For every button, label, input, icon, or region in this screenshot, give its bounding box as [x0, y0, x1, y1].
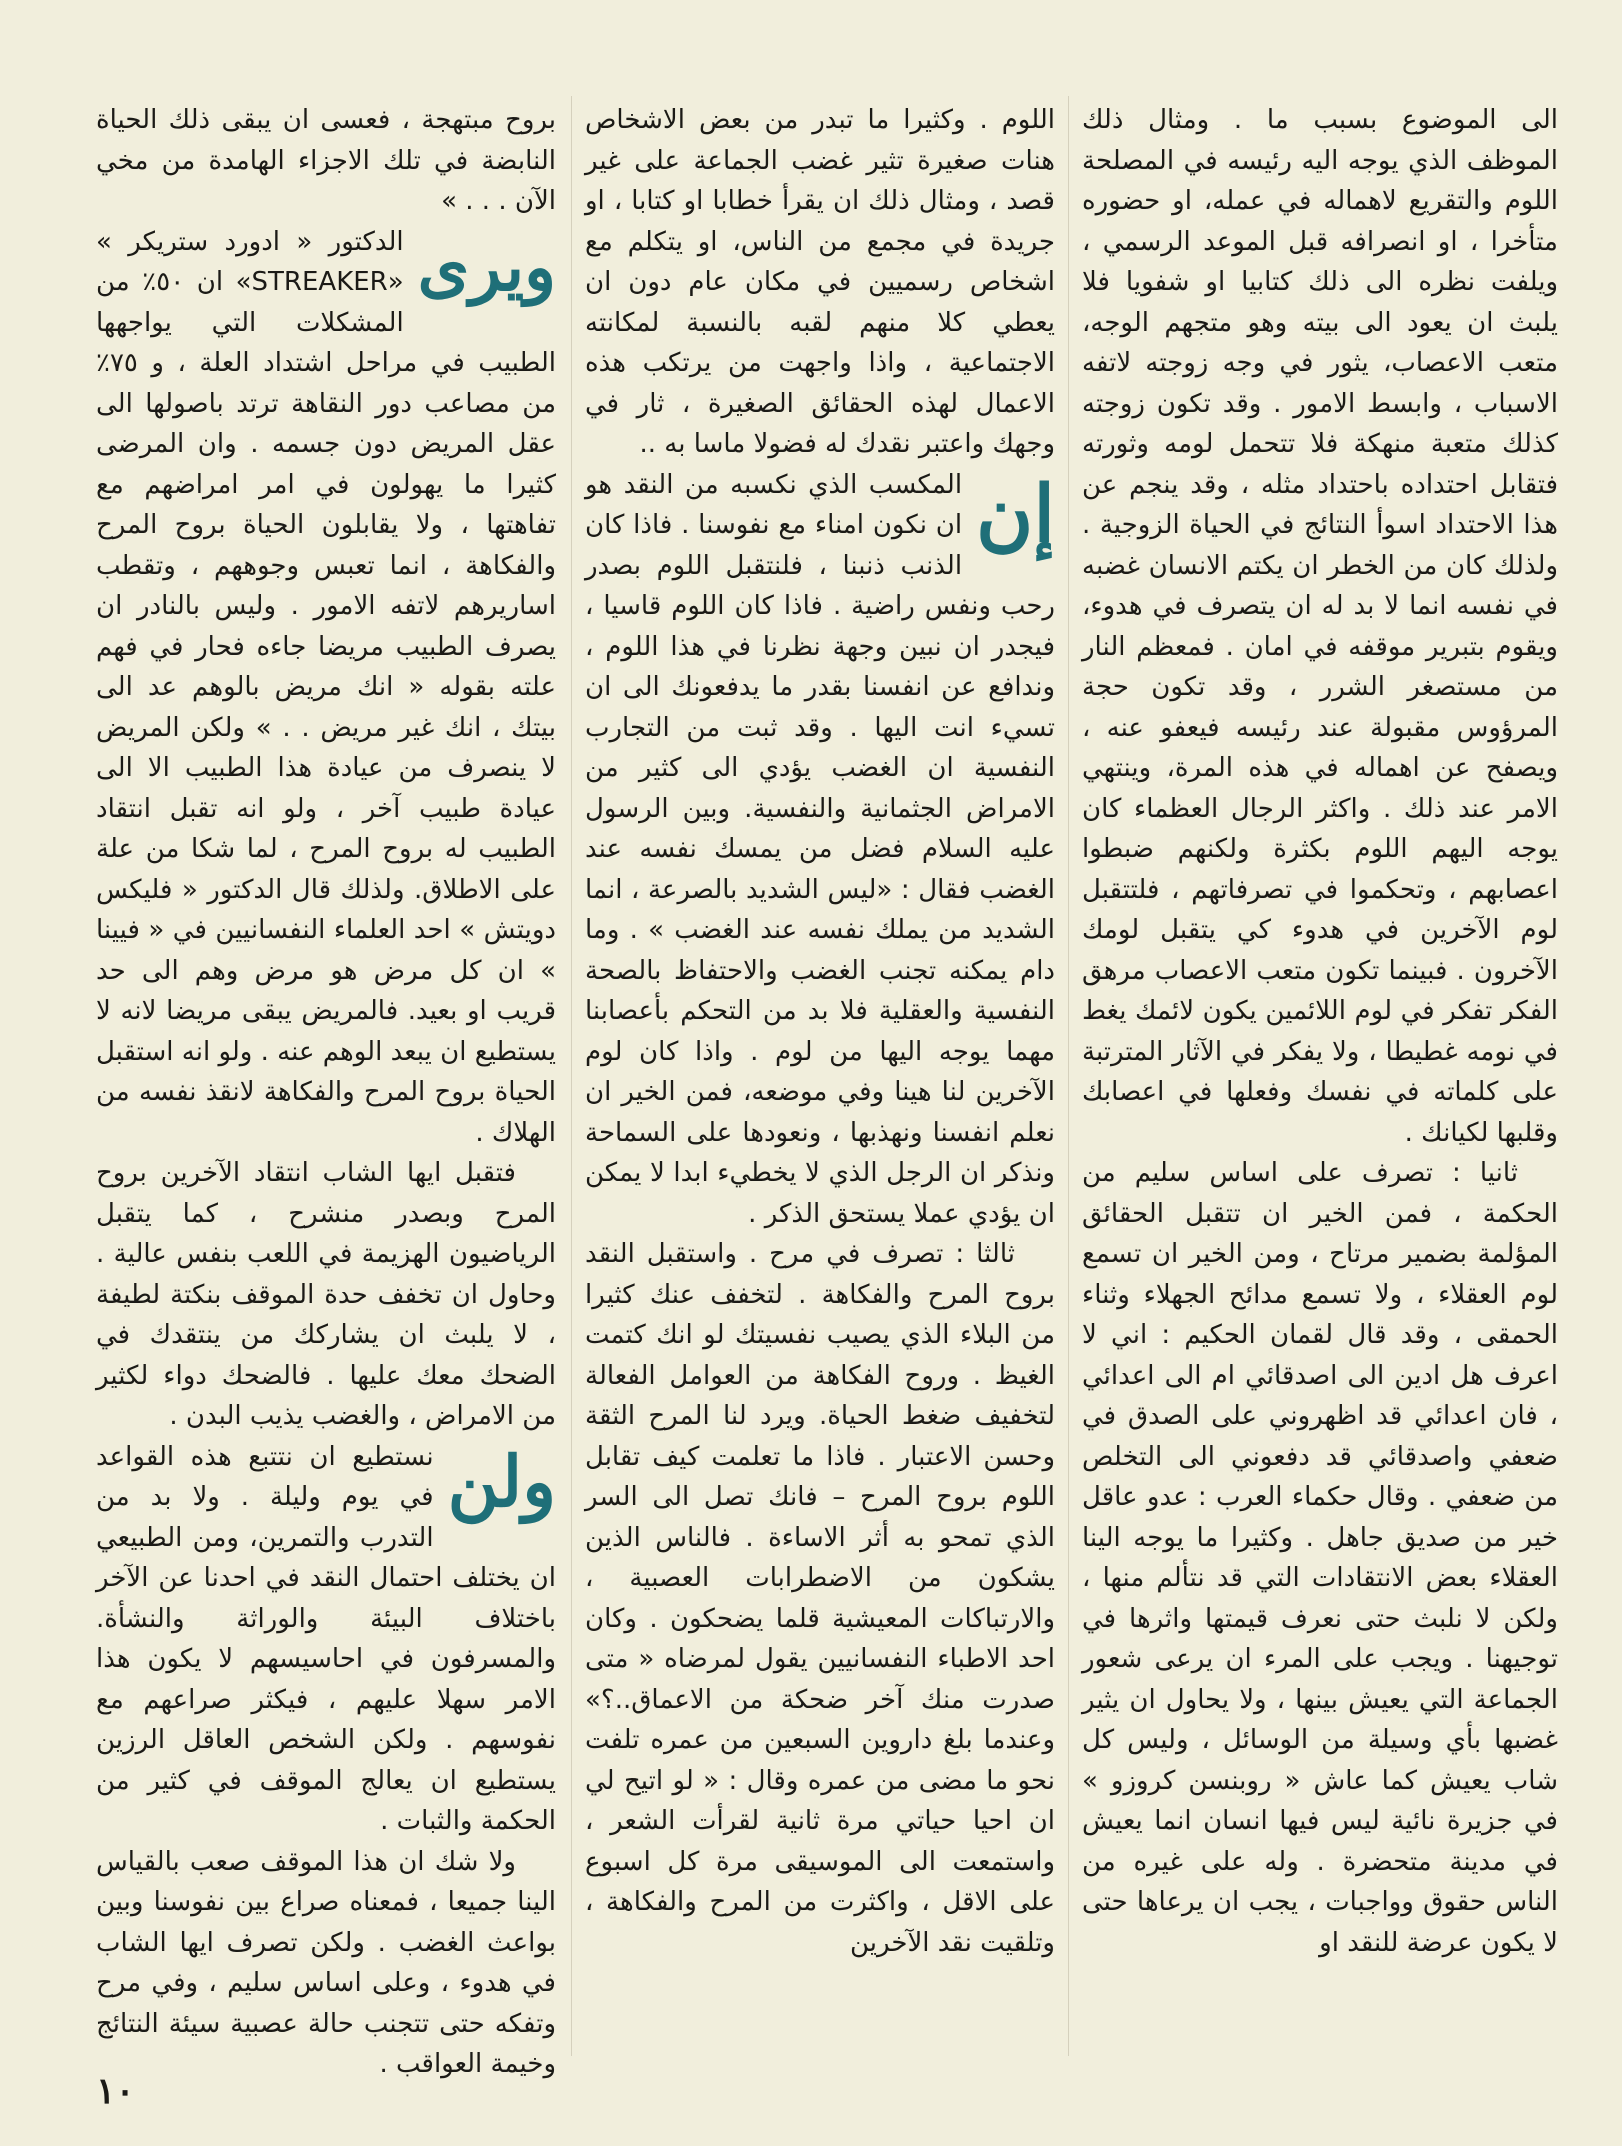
drop-cap-paragraph-text: الدكتور « ادورد ستريكر » «STREAKER» ان ٥٠٪ من المشكلات التي يواجهها الطبيب في مراحل اشتداد العلة ، و ٧٥٪ من مصاعب دور النقاهة ترتد باصولها الى عقل المريض دون جسمه . وان المرضى كثيرا ما يهولون في امر امراضهم مع تفاهتها ، ولا يقابلون الحياة بروح المرح والفكاهة ، انما تعبس وجوههم ، وتقطب اساريرهم لاتفه الامور . وليس بالنادر ان يصرف الطبيب مريضا جاءه فحار في فهم علته بقوله « انك مريض بالوهم عد الى بيتك ، انك غير مريض . . » ولكن المريض لا ينصرف من عيادة هذا الطبيب الا الى عيادة طبيب آخر ، ولو انه تقبل انتقاد الطبيب له بروح المرح ، لما شكا من علة على الاطلاق. ولذلك قال الدكتور « فليكس دويتش » احد العلماء النفسانيين في « فيينا » ان كل مرض هو مرض وهم الى حد قريب او بعيد. فالمريض يبقى مريضا لانه لا يستطيع ان يبعد الوهم عنه . ولو انه استقبل الحياة بروح المرح والفكاهة لانقذ نفسه من الهلاك .: [95, 226, 556, 1148]
body-paragraph: ولا شك ان هذا الموقف صعب بالقياس الينا جميعا ، فمعناه صراع بين نفوسنا وبين بواعث الغضب . ولكن تصرف ايها الشاب في هدوء ، وعلى اساس سليم ، وفي مرح وتفكه حتى تتجنب حالة عصبية سيئة النتائج وخيمة العواقب .: [96, 1846, 556, 2079]
body-paragraph: اللوم . وكثيرا ما تبدر من بعض الاشخاص هنات صغيرة تثير غضب الجماعة على غير قصد ، ومثال ذلك ان يقرأ خطابا او كتابا ، او جريدة في مجمع من الناس، او يتكلم مع اشخاص رسميين في مكان عام دون ان يعطي كلا منهم لقبه بالنسبة لمكانته الاجتماعية ، واذا واجهت من يرتكب هذه الاعمال لهذه الحقائق الصغيرة ، ثار في وجهك واعتبر نقدك له فضولا ماسا به ..: [585, 105, 1055, 459]
article-column-middle: [585, 100, 1055, 2060]
body-paragraph: الى الموضوع بسبب ما . ومثال ذلك الموظف الذي يوجه اليه رئيسه في المصلحة اللوم والتقريع لاهماله في عمله، او حضوره متأخرا ، او انصرافه قبل الموعد الرسمي ، ويلفت نظره الى ذلك كتابيا او شفويا فلا يلبث ان يعود الى بيته وهو متجهم الوجه، متعب الاعصاب، يثور في وجه زوجته لاتفه الاسباب ، وابسط الامور . وقد تكون زوجته كذلك متعبة منهكة فلا تتحمل لومه وثورته فتقابل احتداده باحتداد مثله ، وقد ينجم عن هذا الاحتداد اسوأ النتائج في الحياة الزوجية . ولذلك كان من الخطر ان يكتم الانسان غضبه في نفسه انما لا بد له ان يتصرف في هدوء، ويقوم بتبرير موقفه في امان . فمعظم النار من مستصغر الشرر ، وقد تكون حجة المرؤوس مقبولة عند رئيسه فيعفو عنه ، ويصفح عن اهماله في هذه المرة، وينتهي الامر عند ذلك . واكثر الرجال العظماء كان يوجه اليهم اللوم بكثرة ولكنهم ضبطوا اعصابهم ، وتحكموا في تصرفاتهم ، فلتتقبل لوم الآخرين في هدوء كي يتقبل لومك الآخرون . فبينما تكون متعب الاعصاب مرهق الفكر تفكر في لوم اللائمين يكون لائمك يغط في نومه غطيطا ، ولا يفكر في الآثار المترتبة على كلماته في نفسك وفعلها في اعصابك وقلبها لكيانك .: [1082, 105, 1558, 1148]
article-column-right: [1082, 100, 1558, 2060]
drop-cap: ويرى: [417, 227, 556, 306]
body-paragraph: ثالثا : تصرف في مرح . واستقبل النقد بروح المرح والفكاهة . لتخفف عنك كثيرا من البلاء الذي يصيب نفسيتك لو انك كتمت الغيظ . وروح الفكاهة من العوامل الفعالة لتخفيف ضغط الحياة. ويرد لنا المرح الثقة وحسن الاعتبار . فاذا ما تعلمت كيف تقابل اللوم بروح المرح – فانك تصل الى السر الذي تمحو به أثر الاساءة . فالناس الذين يشكون من الاضطرابات العصبية ، والارتباكات المعيشية قلما يضحكون . وكان احد الاطباء النفسانيين يقول لمرضاه « متى صدرت منك آخر ضحكة من الاعماق..؟» وعندما بلغ داروين السبعين من عمره تلفت نحو ما مضى من عمره وقال : « لو اتيح لي ان احيا حياتي مرة ثانية لقرأت الشعر ، واستمعت الى الموسيقى مرة كل اسبوع على الاقل ، واكثرت من المرح والفكاهة ، وتلقيت نقد الآخرين: [585, 1239, 1055, 1958]
body-paragraph: فتقبل ايها الشاب انتقاد الآخرين بروح المرح وبصدر منشرح ، كما يتقبل الرياضيون الهزيمة في اللعب بنفس عالية . وحاول ان تخفف حدة الموقف بنكتة لطيفة ، لا يلبث ان يشاركك من ينتقدك في الضحك معك عليها . فالضحك دواء لكثير من الامراض ، والغضب يذيب البدن .: [96, 1158, 556, 1431]
drop-cap-paragraph: [96, 1437, 556, 1842]
body-paragraph: ثانيا : تصرف على اساس سليم من الحكمة ، فمن الخير ان تتقبل الحقائق المؤلمة بضمير مرتاح ، ومن الخير ان تسمع لوم العقلاء ، ولا تسمع مدائح الجهلاء وثناء الحمقى ، وقد قال لقمان الحكيم : اني لا اعرف هل ادين الى اصدقائي ام الى اعدائي ، فان اعدائي قد اظهروني على الصدق في ضعفي واصدقائي قد دفعوني الى التخلص من ضعفي . وقال حكماء العرب : عدو عاقل خير من صديق جاهل . وكثيرا ما يوجه الينا العقلاء بعض الانتقادات التي قد نتألم منها ، ولكن لا نلبث حتى نعرف قيمتها واثرها في توجيهنا . ويجب على المرء ان يرعى شعور الجماعة التي يعيش بينها ، ولا يحاول ان يثير غضبها بأي وسيلة من الوسائل ، وليس كل شاب يعيش كما عاش « روبنسن كروزو » في جزيرة نائية ليس فيها انسان انما يعيش في مدينة متحضرة . وله على غيره من الناس حقوق وواجبات ، يجب ان يرعاها حتى لا يكون عرضة للنقد او: [1082, 1158, 1558, 1958]
page-number: ١٠: [96, 2070, 135, 2112]
drop-cap: ولن: [447, 1439, 556, 1523]
drop-cap-paragraph-text: المكسب الذي نكسبه من النقد هو ان نكون امناء مع نفوسنا . فاذا كان الذنب ذنبنا ، فلنتقبل اللوم بصدر رحب ونفس راضية . فاذا كان اللوم قاسيا ، فيجدر ان نبين وجهة نظرنا في هذا اللوم ، وندافع عن انفسنا بقدر ما يدفعونك الى ان تسيء انت اليها . وقد ثبت من التجارب النفسية ان الغضب يؤدي الى كثير من الامراض الجثمانية والنفسية. وبين الرسول عليه السلام فضل من يمسك نفسه عند الغضب فقال : «ليس الشديد بالصرعة ، انما الشديد من يملك نفسه عند الغضب » . وما دام يمكنه تجنب الغضب والاحتفاظ بالصحة النفسية والعقلية فلا بد من التحكم بأعصابنا مهما يوجه اليها من لوم . واذا كان لوم الآخرين لنا هينا وفي موضعه، فمن الخير ان نعلم انفسنا ونهذبها ، ونعودها على السماحة ونذكر ان الرجل الذي لا يخطيء ابدا لا يمكن ان يؤدي عملا يستحق الذكر .: [585, 469, 1055, 1229]
column-divider: [1068, 96, 1069, 2056]
drop-cap-paragraph-text: نستطيع ان نتتبع هذه القواعد في يوم وليلة . ولا بد من التدرب والتمرين، ومن الطبيعي ان يختلف احتمال النقد في احدنا عن الآخر باختلاف البيئة والوراثة والنشأة. والمسرفون في احاسيسهم لا يكون هذا الامر سهلا عليهم ، فيكثر صراعهم مع نفوسهم . ولكن الشخص العاقل الرزين يستطيع ان يعالج الموقف في كثير من الحكمة والثبات .: [96, 1441, 556, 1836]
body-paragraph: بروح مبتهجة ، فعسى ان يبقى ذلك الحياة النابضة في تلك الاجزاء الهامدة من مخي الآن . . . »: [96, 105, 556, 216]
drop-cap-paragraph: [96, 222, 556, 1154]
article-column-left: [95, 100, 556, 2079]
drop-cap-paragraph: [585, 465, 1055, 1235]
column-divider: [571, 96, 572, 2056]
drop-cap: إن: [976, 468, 1055, 560]
